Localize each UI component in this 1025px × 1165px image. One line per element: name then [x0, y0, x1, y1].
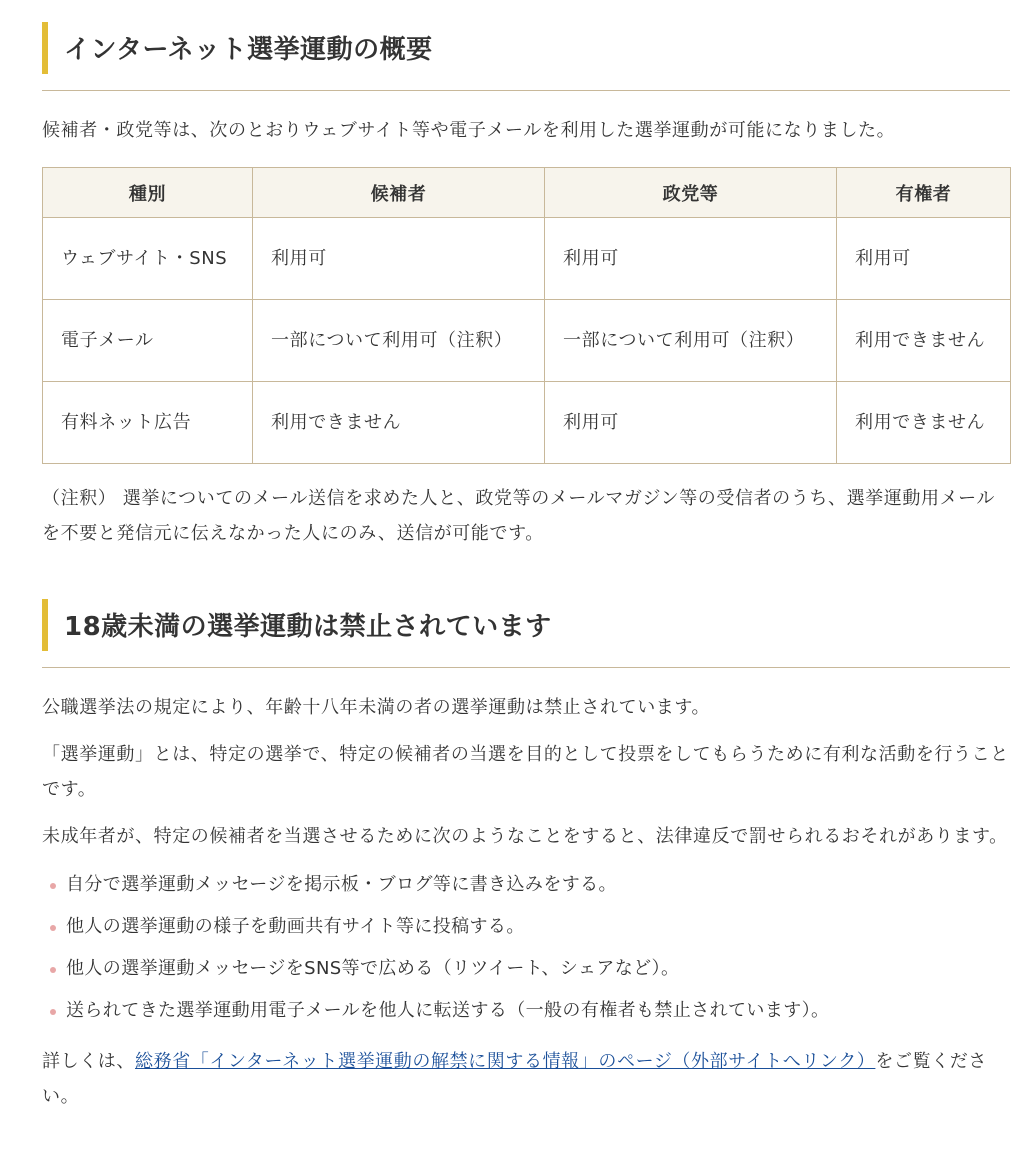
section-heading-internet-election: インターネット選挙運動の概要 [42, 22, 1010, 91]
table-cell-type: 電子メール [43, 300, 253, 382]
bullet-dot-icon [50, 1009, 56, 1015]
definition-paragraph: 「選挙運動」とは、特定の選挙で、特定の候補者の当選を目的として投票をしてもらうために有利な活動を行うことです。 [42, 744, 1009, 800]
details-prefix: 詳しくは、 [42, 1051, 135, 1072]
list-item-text: 自分で選挙運動メッセージを掲示板・ブログ等に書き込みをする。 [66, 874, 617, 895]
list-item [42, 948, 1010, 990]
bullet-dot-icon [50, 967, 56, 973]
table-header-cell: 有権者 [837, 168, 1011, 218]
mic-external-link[interactable]: 総務省「インターネット選挙運動の解禁に関する情報」のページ（外部サイトへリンク） [135, 1051, 876, 1072]
table-header-cell: 種別 [43, 168, 253, 218]
table-cell: 利用できません [253, 382, 545, 464]
table-cell: 一部について利用可（注釈） [253, 300, 545, 382]
intro-paragraph: 候補者・政党等は、次のとおりウェブサイト等や電子メールを利用した選挙運動が可能になりました。 [42, 120, 896, 141]
table-cell: 利用できません [837, 382, 1011, 464]
law-paragraph: 公職選挙法の規定により、年齢十八年未満の者の選挙運動は禁止されています。 [42, 697, 711, 718]
table-cell-type: 有料ネット広告 [43, 382, 253, 464]
list-item [42, 864, 1010, 906]
table-row [43, 300, 1011, 382]
list-item [42, 906, 1010, 948]
table-header-row [43, 168, 1011, 218]
list-item-text: 他人の選挙運動メッセージをSNS等で広める（リツイート、シェアなど）。 [66, 958, 680, 979]
section-minors [42, 599, 1010, 1114]
table-cell-type: ウェブサイト・SNS [43, 218, 253, 300]
list-item [42, 990, 1010, 1032]
table-row [43, 382, 1011, 464]
table-cell: 利用可 [837, 218, 1011, 300]
list-item-text: 他人の選挙運動の様子を動画共有サイト等に投稿する。 [66, 916, 525, 937]
table-row [43, 218, 1011, 300]
table-cell: 利用できません [837, 300, 1011, 382]
list-item-text: 送られてきた選挙運動用電子メールを他人に転送する（一般の有権者も禁止されています）。 [66, 1000, 830, 1021]
table-cell: 利用可 [545, 218, 837, 300]
table-cell: 利用可 [253, 218, 545, 300]
bullet-dot-icon [50, 883, 56, 889]
page-content [42, 22, 1010, 1114]
prohibited-acts-list [42, 864, 1010, 1032]
table-note: （注釈） 選挙についてのメール送信を求めた人と、政党等のメールマガジン等の受信者のうち、選挙運動用メールを不要と発信元に伝えなかった人にのみ、送信が可能です。 [42, 488, 996, 544]
table-cell: 一部について利用可（注釈） [545, 300, 837, 382]
table-header-cell: 政党等 [545, 168, 837, 218]
warning-paragraph: 未成年者が、特定の候補者を当選させるために次のようなことをすると、法律違反で罰せられるおそれがあります。 [42, 826, 1008, 847]
details-suffix: をご覧ください。 [42, 1051, 988, 1107]
usage-table [42, 167, 1011, 464]
details-paragraph [42, 1044, 1010, 1114]
table-header-cell: 候補者 [253, 168, 545, 218]
table-cell: 利用可 [545, 382, 837, 464]
bullet-dot-icon [50, 925, 56, 931]
section-heading-minors: 18歳未満の選挙運動は禁止されています [42, 599, 1010, 668]
